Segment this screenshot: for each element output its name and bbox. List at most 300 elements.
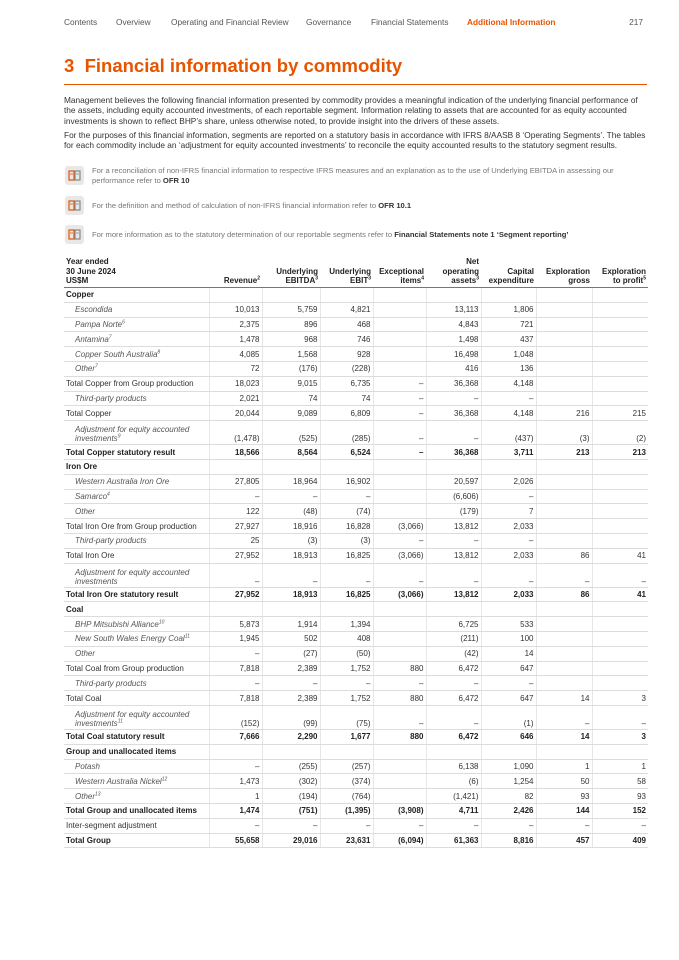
table-cell: –	[373, 445, 426, 460]
table-cell: 74	[262, 391, 320, 406]
table-cell	[536, 332, 592, 347]
table-cell	[592, 391, 648, 406]
table-cell: 408	[320, 631, 373, 646]
table-cell: 6,472	[426, 729, 481, 744]
table-cell: 16,498	[426, 347, 481, 362]
table-row	[64, 474, 648, 489]
table-cell: –	[426, 563, 481, 587]
row-label: Total Iron Ore from Group production	[64, 519, 209, 534]
table-cell	[426, 744, 481, 759]
table-cell	[209, 744, 262, 759]
table-cell: 136	[481, 361, 536, 376]
table-cell: (525)	[262, 421, 320, 445]
row-label: Third-party products	[64, 676, 209, 691]
table-cell: 36,368	[426, 376, 481, 391]
table-cell	[373, 759, 426, 774]
table-row	[64, 332, 648, 347]
table-cell: –	[426, 421, 481, 445]
nav-financial-statements[interactable]: Financial Statements	[371, 17, 449, 27]
table-cell: 61,363	[426, 833, 481, 848]
table-cell: 533	[481, 617, 536, 632]
table-cell: 1,914	[262, 617, 320, 632]
row-label: Other	[64, 504, 209, 519]
table-cell: 86	[536, 587, 592, 602]
table-cell: (152)	[209, 705, 262, 729]
table-cell: 1,945	[209, 631, 262, 646]
row-label: Western Australia Nickel$^{12}$	[64, 774, 209, 789]
table-cell	[536, 676, 592, 691]
table-cell: 10,013	[209, 302, 262, 317]
table-cell	[536, 744, 592, 759]
table-cell: 41	[592, 548, 648, 563]
table-cell: 2,026	[481, 474, 536, 489]
table-row	[64, 759, 648, 774]
table-cell: 880	[373, 661, 426, 676]
table-cell: (751)	[262, 803, 320, 818]
table-cell: (3,066)	[373, 587, 426, 602]
row-label: Total Coal statutory result	[64, 729, 209, 744]
table-cell: 5,873	[209, 617, 262, 632]
table-cell: 9,089	[262, 406, 320, 421]
row-label: Inter-segment adjustment	[64, 818, 209, 833]
header-underlying-ebitda: Underlying EBITDA$^3$	[262, 256, 320, 288]
nav-ofr[interactable]: Operating and Financial Review	[171, 17, 289, 27]
table-cell	[373, 744, 426, 759]
table-cell	[373, 347, 426, 362]
row-label: Coal	[64, 602, 209, 617]
table-cell: –	[320, 489, 373, 504]
table-row	[64, 803, 648, 818]
table-cell: (437)	[481, 421, 536, 445]
table-cell	[373, 302, 426, 317]
table-cell: 409	[592, 833, 648, 848]
table-row	[64, 288, 648, 303]
note-2-text: For the definition and method of calculation of non-IFRS financial information refer to	[92, 201, 379, 210]
row-label: Western Australia Iron Ore	[64, 474, 209, 489]
table-cell: (6)	[426, 774, 481, 789]
table-cell	[592, 631, 648, 646]
table-cell: 25	[209, 533, 262, 548]
table-cell: 13,113	[426, 302, 481, 317]
header-exploration-to-profit: Exploration to profit$^5$	[592, 256, 648, 288]
table-cell	[536, 376, 592, 391]
row-label: Group and unallocated items	[64, 744, 209, 759]
table-cell: 58	[592, 774, 648, 789]
table-cell: –	[426, 676, 481, 691]
table-cell: 968	[262, 332, 320, 347]
row-label: New South Wales Energy Coal$^{11}$	[64, 631, 209, 646]
table-cell: 20,044	[209, 406, 262, 421]
table-cell: 646	[481, 729, 536, 744]
row-label: Other$^7$	[64, 361, 209, 376]
table-cell: 2,389	[262, 691, 320, 706]
table-cell: (3)	[320, 533, 373, 548]
header-year-ended: Year ended	[66, 257, 109, 267]
table-cell: –	[373, 818, 426, 833]
table-cell	[592, 504, 648, 519]
table-row	[64, 317, 648, 332]
table-cell: –	[373, 533, 426, 548]
table-cell	[373, 317, 426, 332]
nav-overview[interactable]: Overview	[116, 17, 151, 27]
table-cell	[536, 631, 592, 646]
table-cell	[536, 391, 592, 406]
row-label: Escondida	[64, 302, 209, 317]
header-net-operating-assets: Net operating assets$^3$	[426, 256, 481, 288]
table-cell	[592, 288, 648, 303]
row-label: Total Copper statutory result	[64, 445, 209, 460]
table-cell: (3,908)	[373, 803, 426, 818]
table-cell: (74)	[320, 504, 373, 519]
table-cell	[536, 533, 592, 548]
table-row	[64, 421, 648, 445]
table-cell: 2,033	[481, 519, 536, 534]
table-cell: 1	[536, 759, 592, 774]
row-label: Adjustment for equity accounted investments$^9$	[64, 421, 209, 445]
table-cell: 2,290	[262, 729, 320, 744]
table-row	[64, 744, 648, 759]
intro-text	[64, 95, 648, 154]
row-label: Copper	[64, 288, 209, 303]
table-cell: –	[592, 563, 648, 587]
table-cell: 1	[209, 789, 262, 804]
table-cell	[262, 459, 320, 474]
table-cell: 6,524	[320, 445, 373, 460]
table-cell	[262, 288, 320, 303]
table-cell: (211)	[426, 631, 481, 646]
table-cell: 1,473	[209, 774, 262, 789]
note-1-ref[interactable]: OFR 10	[162, 175, 190, 185]
table-cell: 5,759	[262, 302, 320, 317]
section-number: 3	[64, 55, 75, 76]
note-3-ref[interactable]: Financial Statements note 1 ‘Segment reporting’	[394, 230, 569, 239]
table-cell: 6,472	[426, 691, 481, 706]
table-cell: 18,916	[262, 519, 320, 534]
table-row	[64, 833, 648, 848]
table-cell: 8,816	[481, 833, 536, 848]
table-row	[64, 789, 648, 804]
table-cell	[536, 288, 592, 303]
table-cell: 4,821	[320, 302, 373, 317]
row-label: Total Group	[64, 833, 209, 848]
table-cell: 100	[481, 631, 536, 646]
table-cell	[536, 459, 592, 474]
table-cell	[592, 617, 648, 632]
table-cell: (176)	[262, 361, 320, 376]
table-cell: (3)	[262, 533, 320, 548]
table-cell	[320, 744, 373, 759]
table-cell: (302)	[262, 774, 320, 789]
table-cell: 82	[481, 789, 536, 804]
table-cell	[481, 744, 536, 759]
table-cell: 74	[320, 391, 373, 406]
table-cell: 29,016	[262, 833, 320, 848]
table-cell	[373, 631, 426, 646]
note-3-text: For more information as to the statutory determination of our reportable segments refer to	[92, 230, 395, 239]
row-label: Third-party products	[64, 533, 209, 548]
table-cell: 6,809	[320, 406, 373, 421]
table-row	[64, 376, 648, 391]
table-cell: 1,474	[209, 803, 262, 818]
reference-note-2	[64, 196, 648, 218]
table-cell	[209, 459, 262, 474]
table-body	[64, 288, 648, 848]
table-cell: 13,812	[426, 519, 481, 534]
table-cell: 6,735	[320, 376, 373, 391]
table-cell: (194)	[262, 789, 320, 804]
table-cell	[209, 288, 262, 303]
reference-note-3	[64, 225, 648, 247]
reference-note-1	[64, 166, 648, 188]
table-cell	[536, 519, 592, 534]
row-label: Adjustment for equity accounted investments$^{11}$	[64, 705, 209, 729]
table-cell: 4,711	[426, 803, 481, 818]
row-label: Adjustment for equity accounted investments	[64, 563, 209, 587]
row-label: Total Coal	[64, 691, 209, 706]
table-cell: 18,964	[262, 474, 320, 489]
row-label: Pampa Norte$^6$	[64, 317, 209, 332]
book-icon	[65, 166, 84, 185]
note-2-ref[interactable]: OFR 10.1	[378, 201, 412, 210]
nav-governance[interactable]: Governance	[306, 17, 352, 27]
table-cell: –	[373, 406, 426, 421]
table-cell	[536, 361, 592, 376]
table-row	[64, 519, 648, 534]
header-underlying-ebit: Underlying EBIT$^3$	[320, 256, 373, 288]
table-cell	[373, 602, 426, 617]
table-row	[64, 646, 648, 661]
table-cell: –	[209, 646, 262, 661]
table-cell: –	[262, 489, 320, 504]
header-capital-expenditure: Capital expenditure	[481, 256, 536, 288]
table-cell	[373, 504, 426, 519]
header-date: 30 June 2024	[66, 266, 116, 276]
table-cell: –	[536, 705, 592, 729]
table-cell: 746	[320, 332, 373, 347]
table-cell: –	[426, 818, 481, 833]
table-row	[64, 459, 648, 474]
table-cell: –	[209, 563, 262, 587]
table-cell: 16,828	[320, 519, 373, 534]
table-cell: –	[262, 676, 320, 691]
nav-additional-information[interactable]: Additional Information	[467, 17, 556, 27]
table-cell	[481, 602, 536, 617]
table-cell	[426, 602, 481, 617]
table-row	[64, 302, 648, 317]
table-cell: 14	[481, 646, 536, 661]
table-cell: 16,825	[320, 548, 373, 563]
table-cell: 6,725	[426, 617, 481, 632]
table-header-row	[64, 256, 648, 288]
table-cell	[373, 646, 426, 661]
table-cell: –	[209, 489, 262, 504]
table-cell: 1,677	[320, 729, 373, 744]
table-row	[64, 445, 648, 460]
table-cell: 55,658	[209, 833, 262, 848]
table-cell	[592, 646, 648, 661]
table-cell	[592, 474, 648, 489]
table-cell: –	[373, 676, 426, 691]
table-cell: 1,568	[262, 347, 320, 362]
table-cell	[262, 602, 320, 617]
table-cell: –	[536, 818, 592, 833]
table-row	[64, 548, 648, 563]
table-cell: 880	[373, 691, 426, 706]
table-cell: 437	[481, 332, 536, 347]
table-cell	[536, 489, 592, 504]
table-cell: 13,812	[426, 548, 481, 563]
table-cell: –	[536, 563, 592, 587]
table-cell: (3,066)	[373, 519, 426, 534]
table-cell: 7,666	[209, 729, 262, 744]
table-cell: 14	[536, 729, 592, 744]
table-cell: –	[592, 705, 648, 729]
page-number: 217	[629, 17, 643, 27]
row-label: Third-party products	[64, 391, 209, 406]
table-row	[64, 631, 648, 646]
table-row	[64, 676, 648, 691]
table-row	[64, 617, 648, 632]
row-label: Potash	[64, 759, 209, 774]
table-row	[64, 563, 648, 587]
table-cell	[536, 347, 592, 362]
table-row	[64, 391, 648, 406]
header-exploration-gross: Exploration gross	[536, 256, 592, 288]
table-cell: 3	[592, 729, 648, 744]
table-cell: (179)	[426, 504, 481, 519]
table-cell	[536, 661, 592, 676]
table-cell	[262, 744, 320, 759]
table-cell: 1,806	[481, 302, 536, 317]
table-cell: (228)	[320, 361, 373, 376]
table-cell: –	[373, 391, 426, 406]
header-period	[64, 256, 209, 288]
table-cell: 9,015	[262, 376, 320, 391]
table-cell	[209, 602, 262, 617]
table-cell	[320, 602, 373, 617]
table-cell	[592, 317, 648, 332]
table-row	[64, 774, 648, 789]
table-cell: 20,597	[426, 474, 481, 489]
page-title	[64, 55, 402, 77]
table-cell: 8,564	[262, 445, 320, 460]
table-cell: –	[262, 818, 320, 833]
row-label: Copper South Australia$^8$	[64, 347, 209, 362]
table-cell: (6,606)	[426, 489, 481, 504]
table-cell: 18,566	[209, 445, 262, 460]
table-cell: (50)	[320, 646, 373, 661]
table-cell: 416	[426, 361, 481, 376]
table-row	[64, 504, 648, 519]
table-cell	[592, 361, 648, 376]
nav-contents[interactable]: Contents	[64, 17, 98, 27]
table-row	[64, 587, 648, 602]
table-cell: 213	[536, 445, 592, 460]
table-cell: 2,426	[481, 803, 536, 818]
header-exceptional-items: Exceptional items$^4$	[373, 256, 426, 288]
table-cell: 122	[209, 504, 262, 519]
table-cell: –	[209, 759, 262, 774]
table-cell: 50	[536, 774, 592, 789]
intro-paragraph-1: Management believes the following financial information presented by commodity provides a meaningful indication of the underlying financial performance of the assets, including equity accounted investments, of each reportable segment. Information relating to assets that are accounted for as equity accounted investments is shown to reflect BHP’s share, unless otherwise noted, to provide insight into the drivers of these assets.	[64, 95, 638, 126]
table-cell: –	[481, 489, 536, 504]
table-cell: 36,368	[426, 406, 481, 421]
top-navigation	[0, 0, 679, 44]
table-cell: (3)	[536, 421, 592, 445]
table-row	[64, 361, 648, 376]
table-cell: –	[320, 676, 373, 691]
section-title: Financial information by commodity	[84, 55, 403, 76]
table-cell	[373, 789, 426, 804]
table-cell: –	[209, 818, 262, 833]
table-cell: 3,711	[481, 445, 536, 460]
table-cell: (1,395)	[320, 803, 373, 818]
table-cell: 18,913	[262, 587, 320, 602]
table-cell: –	[426, 533, 481, 548]
table-cell: 36,368	[426, 445, 481, 460]
row-label: Iron Ore	[64, 459, 209, 474]
table-cell	[592, 661, 648, 676]
row-label: Total Copper	[64, 406, 209, 421]
table-cell: –	[481, 818, 536, 833]
header-unit: US$M	[66, 275, 89, 285]
header-revenue: Revenue$^2$	[209, 256, 262, 288]
table-cell: 4,843	[426, 317, 481, 332]
table-cell: 4,148	[481, 406, 536, 421]
table-cell	[536, 302, 592, 317]
table-cell	[536, 602, 592, 617]
table-cell: (374)	[320, 774, 373, 789]
table-cell: 7,818	[209, 691, 262, 706]
table-cell: 1,254	[481, 774, 536, 789]
table-cell	[373, 474, 426, 489]
table-cell	[320, 288, 373, 303]
table-cell: 2,389	[262, 661, 320, 676]
table-row	[64, 347, 648, 362]
table-cell: 502	[262, 631, 320, 646]
table-cell: 457	[536, 833, 592, 848]
table-cell	[592, 744, 648, 759]
table-cell	[592, 332, 648, 347]
table-cell: 880	[373, 729, 426, 744]
table-row	[64, 729, 648, 744]
book-icon	[65, 225, 84, 244]
row-label: Total Copper from Group production	[64, 376, 209, 391]
table-cell: 1,498	[426, 332, 481, 347]
table-cell: (6,094)	[373, 833, 426, 848]
table-cell: 16,902	[320, 474, 373, 489]
table-cell	[426, 288, 481, 303]
table-cell: 647	[481, 691, 536, 706]
table-cell: 7,818	[209, 661, 262, 676]
table-cell: 2,033	[481, 587, 536, 602]
table-cell: (48)	[262, 504, 320, 519]
table-cell: –	[426, 391, 481, 406]
row-label: Samarco$^4$	[64, 489, 209, 504]
note-1-text: For a reconciliation of non-IFRS financial information to respective IFRS measures and an explanation as to the use of Underlying EBITDA in assessing our performance refer to	[92, 166, 614, 185]
table-cell: (42)	[426, 646, 481, 661]
table-cell: –	[262, 563, 320, 587]
table-cell: –	[320, 818, 373, 833]
table-cell: 4,085	[209, 347, 262, 362]
table-cell	[373, 332, 426, 347]
table-cell	[426, 459, 481, 474]
table-cell: 2,033	[481, 548, 536, 563]
table-cell: 215	[592, 406, 648, 421]
table-cell: –	[481, 563, 536, 587]
table-cell: 647	[481, 661, 536, 676]
row-label: Total Group and unallocated items	[64, 803, 209, 818]
